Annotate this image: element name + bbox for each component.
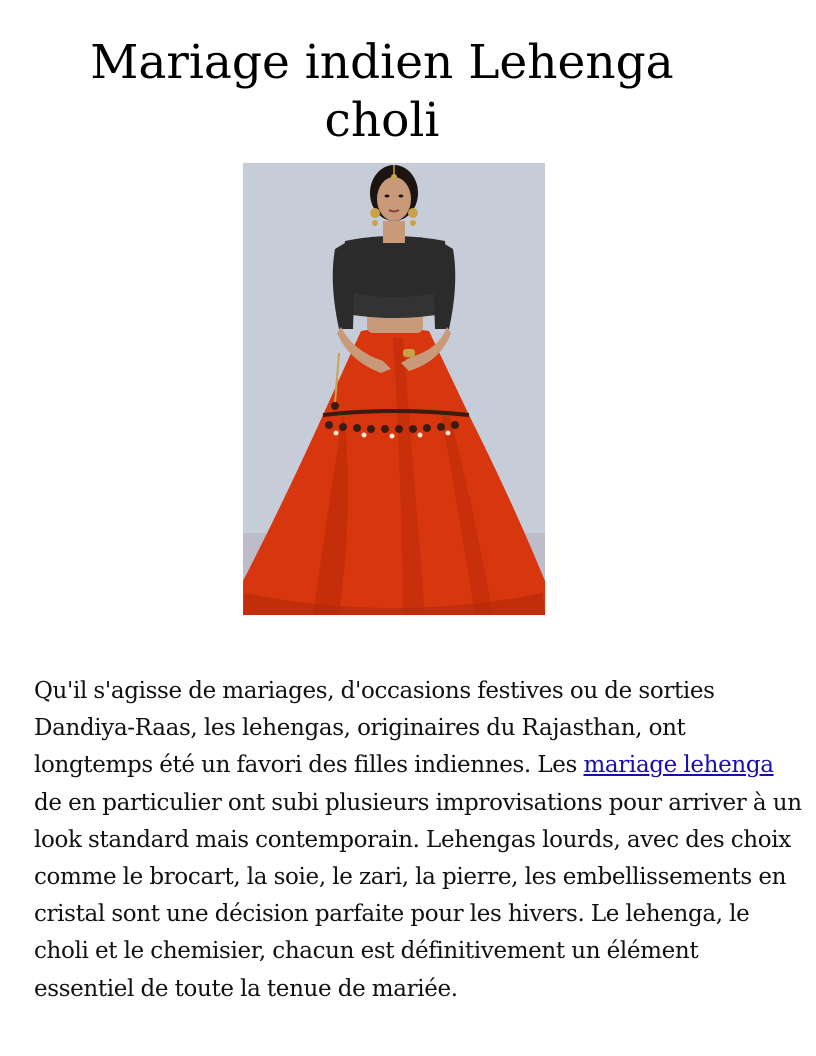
earring-left — [370, 208, 380, 218]
face — [377, 177, 411, 221]
bangle — [403, 349, 415, 357]
article-paragraph — [34, 673, 804, 1008]
page-title: Mariage indien Lehenga choli — [90, 35, 674, 148]
article-text-after-link: de en particulier ont subi plusieurs improvisations pour arriver à un look standard mais contemporain. Lehengas lourds, avec des choix comme le brocart, la soie, le zari, la pierre, les embellissements en cristal sont une décision parfaite pour les hivers. Le lehenga, le choli et le chemisier, chacun est définitivement un élément essentiel de toute la tenue de mariée. — [34, 789, 802, 1002]
mariage-lehenga-link[interactable]: mariage lehenga — [583, 752, 774, 779]
product-photo — [243, 163, 545, 615]
earring-right — [408, 208, 418, 218]
article-text-before-link: Qu'il s'agisse de mariages, d'occasions festives ou de sorties Dandiya-Raas, les lehengas, originaires du Rajasthan, ont longtemps été un favori des filles indiennes. Les — [34, 678, 715, 779]
woman-in-lehenga-illustration — [243, 163, 545, 615]
